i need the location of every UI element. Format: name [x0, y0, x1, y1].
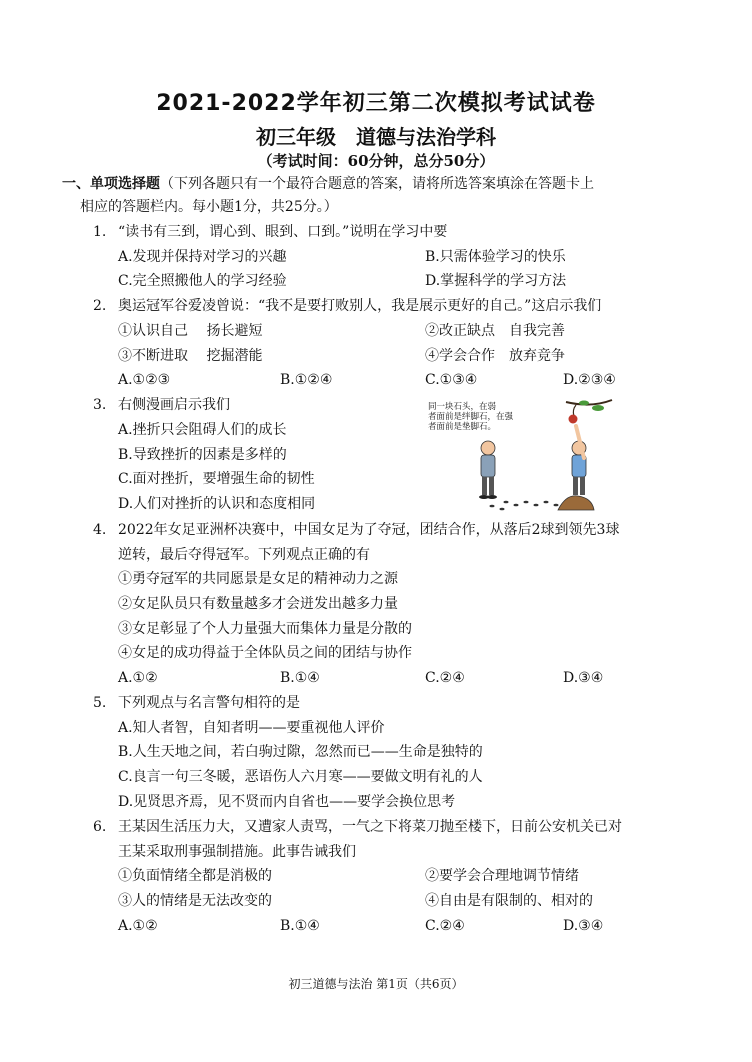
question-number: 6.	[93, 819, 107, 835]
question-stem: 右侧漫画启示我们	[118, 397, 230, 413]
option-a: A.知人者智，自知者明——要重视他人评价	[118, 720, 385, 736]
option-a: A.①②	[118, 670, 158, 686]
option-d: D.见贤思齐焉，见不贤而内自省也——要学会换位思考	[118, 794, 456, 810]
option-c: C.面对挫折，要增强生命的韧性	[118, 471, 315, 487]
reaching-man-icon	[572, 426, 586, 495]
section-heading-line	[62, 174, 594, 194]
cartoon-caption-1: 同一块石头，在弱	[428, 402, 497, 412]
cartoon-caption-3: 者面前是垫脚石。	[428, 422, 497, 432]
statement: ④女足的成功得益于全体队员之间的团结与协作	[118, 645, 412, 661]
section-heading: 一、单项选择题	[62, 176, 160, 192]
stone-icon	[558, 496, 594, 510]
exam-title: 2021-2022学年初三第二次模拟考试试卷	[156, 91, 596, 116]
footprints-icon	[490, 501, 559, 511]
question-number: 5.	[93, 695, 107, 711]
option-b: B.人生天地之间，若白驹过隙，忽然而已——生命是独特的	[118, 744, 483, 760]
fruit-branch-icon	[566, 400, 612, 424]
question-stem: 王某采取刑事强制措施。此事告诫我们	[118, 844, 356, 860]
option-d: D.③④	[563, 670, 604, 686]
option-c: C.②④	[425, 918, 465, 934]
option-a: A.①②③	[118, 372, 171, 388]
option-b: B.导致挫折的因素是多样的	[118, 447, 287, 463]
option-d: D.②③④	[563, 372, 616, 388]
question-stem: 王某因生活压力大，又遭家人责骂，一气之下将菜刀抛至楼下，日前公安机关已对	[118, 819, 622, 835]
statement: ①认识自己 扬长避短	[118, 323, 263, 339]
exam-subtitle: 初三年级 道德与法治学科	[256, 125, 496, 149]
statement: ①负面情绪全都是消极的	[118, 868, 272, 884]
question-stem: 奥运冠军谷爱凌曾说：“我不是要打败别人，我是展示更好的自己。”这启示我们	[118, 298, 602, 314]
statement: ③女足彰显了个人力量强大而集体力量是分散的	[118, 621, 412, 637]
question-stem: 2022年女足亚洲杯决赛中，中国女足为了夺冠，团结合作，从落后2球到领先3球	[118, 522, 620, 538]
question-number: 3.	[93, 397, 107, 413]
option-a: A.发现并保持对学习的兴趣	[118, 249, 287, 265]
option-b: B.①④	[280, 918, 320, 934]
option-b: B.①②④	[280, 372, 333, 388]
option-a: A.①②	[118, 918, 158, 934]
option-c: C.良言一句三冬暖，恶语伤人六月寒——要做文明有礼的人	[118, 769, 483, 785]
question-stem: 下列观点与名言警句相符的是	[118, 695, 300, 711]
option-c: C.完全照搬他人的学习经验	[118, 273, 287, 289]
statement: ③人的情绪是无法改变的	[118, 893, 272, 909]
question-stem: 逆转，最后夺得冠军。下列观点正确的有	[118, 547, 370, 563]
statement: ①勇夺冠军的共同愿景是女足的精神动力之源	[118, 571, 398, 587]
statement: ②改正缺点 自我完善	[425, 323, 565, 339]
page-footer: 初三道德与法治 第1页（共6页）	[288, 977, 464, 991]
question-number: 2.	[93, 298, 107, 314]
option-a: A.挫折只会阻碍人们的成长	[118, 422, 287, 438]
exam-time-info: （考试时间：60分钟，总分50分）	[257, 152, 495, 170]
section-instructions-1: （下列各题只有一个最符合题意的答案，请将所选答案填涂在答题卡上	[160, 176, 594, 192]
option-d: D.③④	[563, 918, 604, 934]
option-b: B.只需体验学习的快乐	[425, 249, 566, 265]
statement: ②女足队员只有数量越多才会迸发出越多力量	[118, 596, 398, 612]
section-instructions-2: 相应的答题栏内。每小题1分，共25分。）	[80, 199, 338, 215]
cartoon-caption-2: 者面前是绊脚石，在强	[428, 412, 514, 422]
question-stem: “读书有三到，谓心到、眼到、口到。”说明在学习中要	[118, 224, 448, 240]
statement: ④自由是有限制的、相对的	[425, 893, 593, 909]
question-number: 1.	[93, 224, 107, 240]
cartoon-illustration	[426, 398, 616, 516]
option-c: C.①③④	[425, 372, 478, 388]
option-d: D.人们对挫折的认识和态度相同	[118, 496, 316, 512]
question-number: 4.	[93, 522, 107, 538]
option-d: D.掌握科学的学习方法	[425, 273, 567, 289]
option-b: B.①④	[280, 670, 320, 686]
statement: ④学会合作 放弃竞争	[425, 348, 565, 364]
sad-man-icon	[479, 441, 497, 499]
statement: ③不断进取 挖掘潜能	[118, 348, 263, 364]
option-c: C.②④	[425, 670, 465, 686]
statement: ②要学会合理地调节情绪	[425, 868, 579, 884]
